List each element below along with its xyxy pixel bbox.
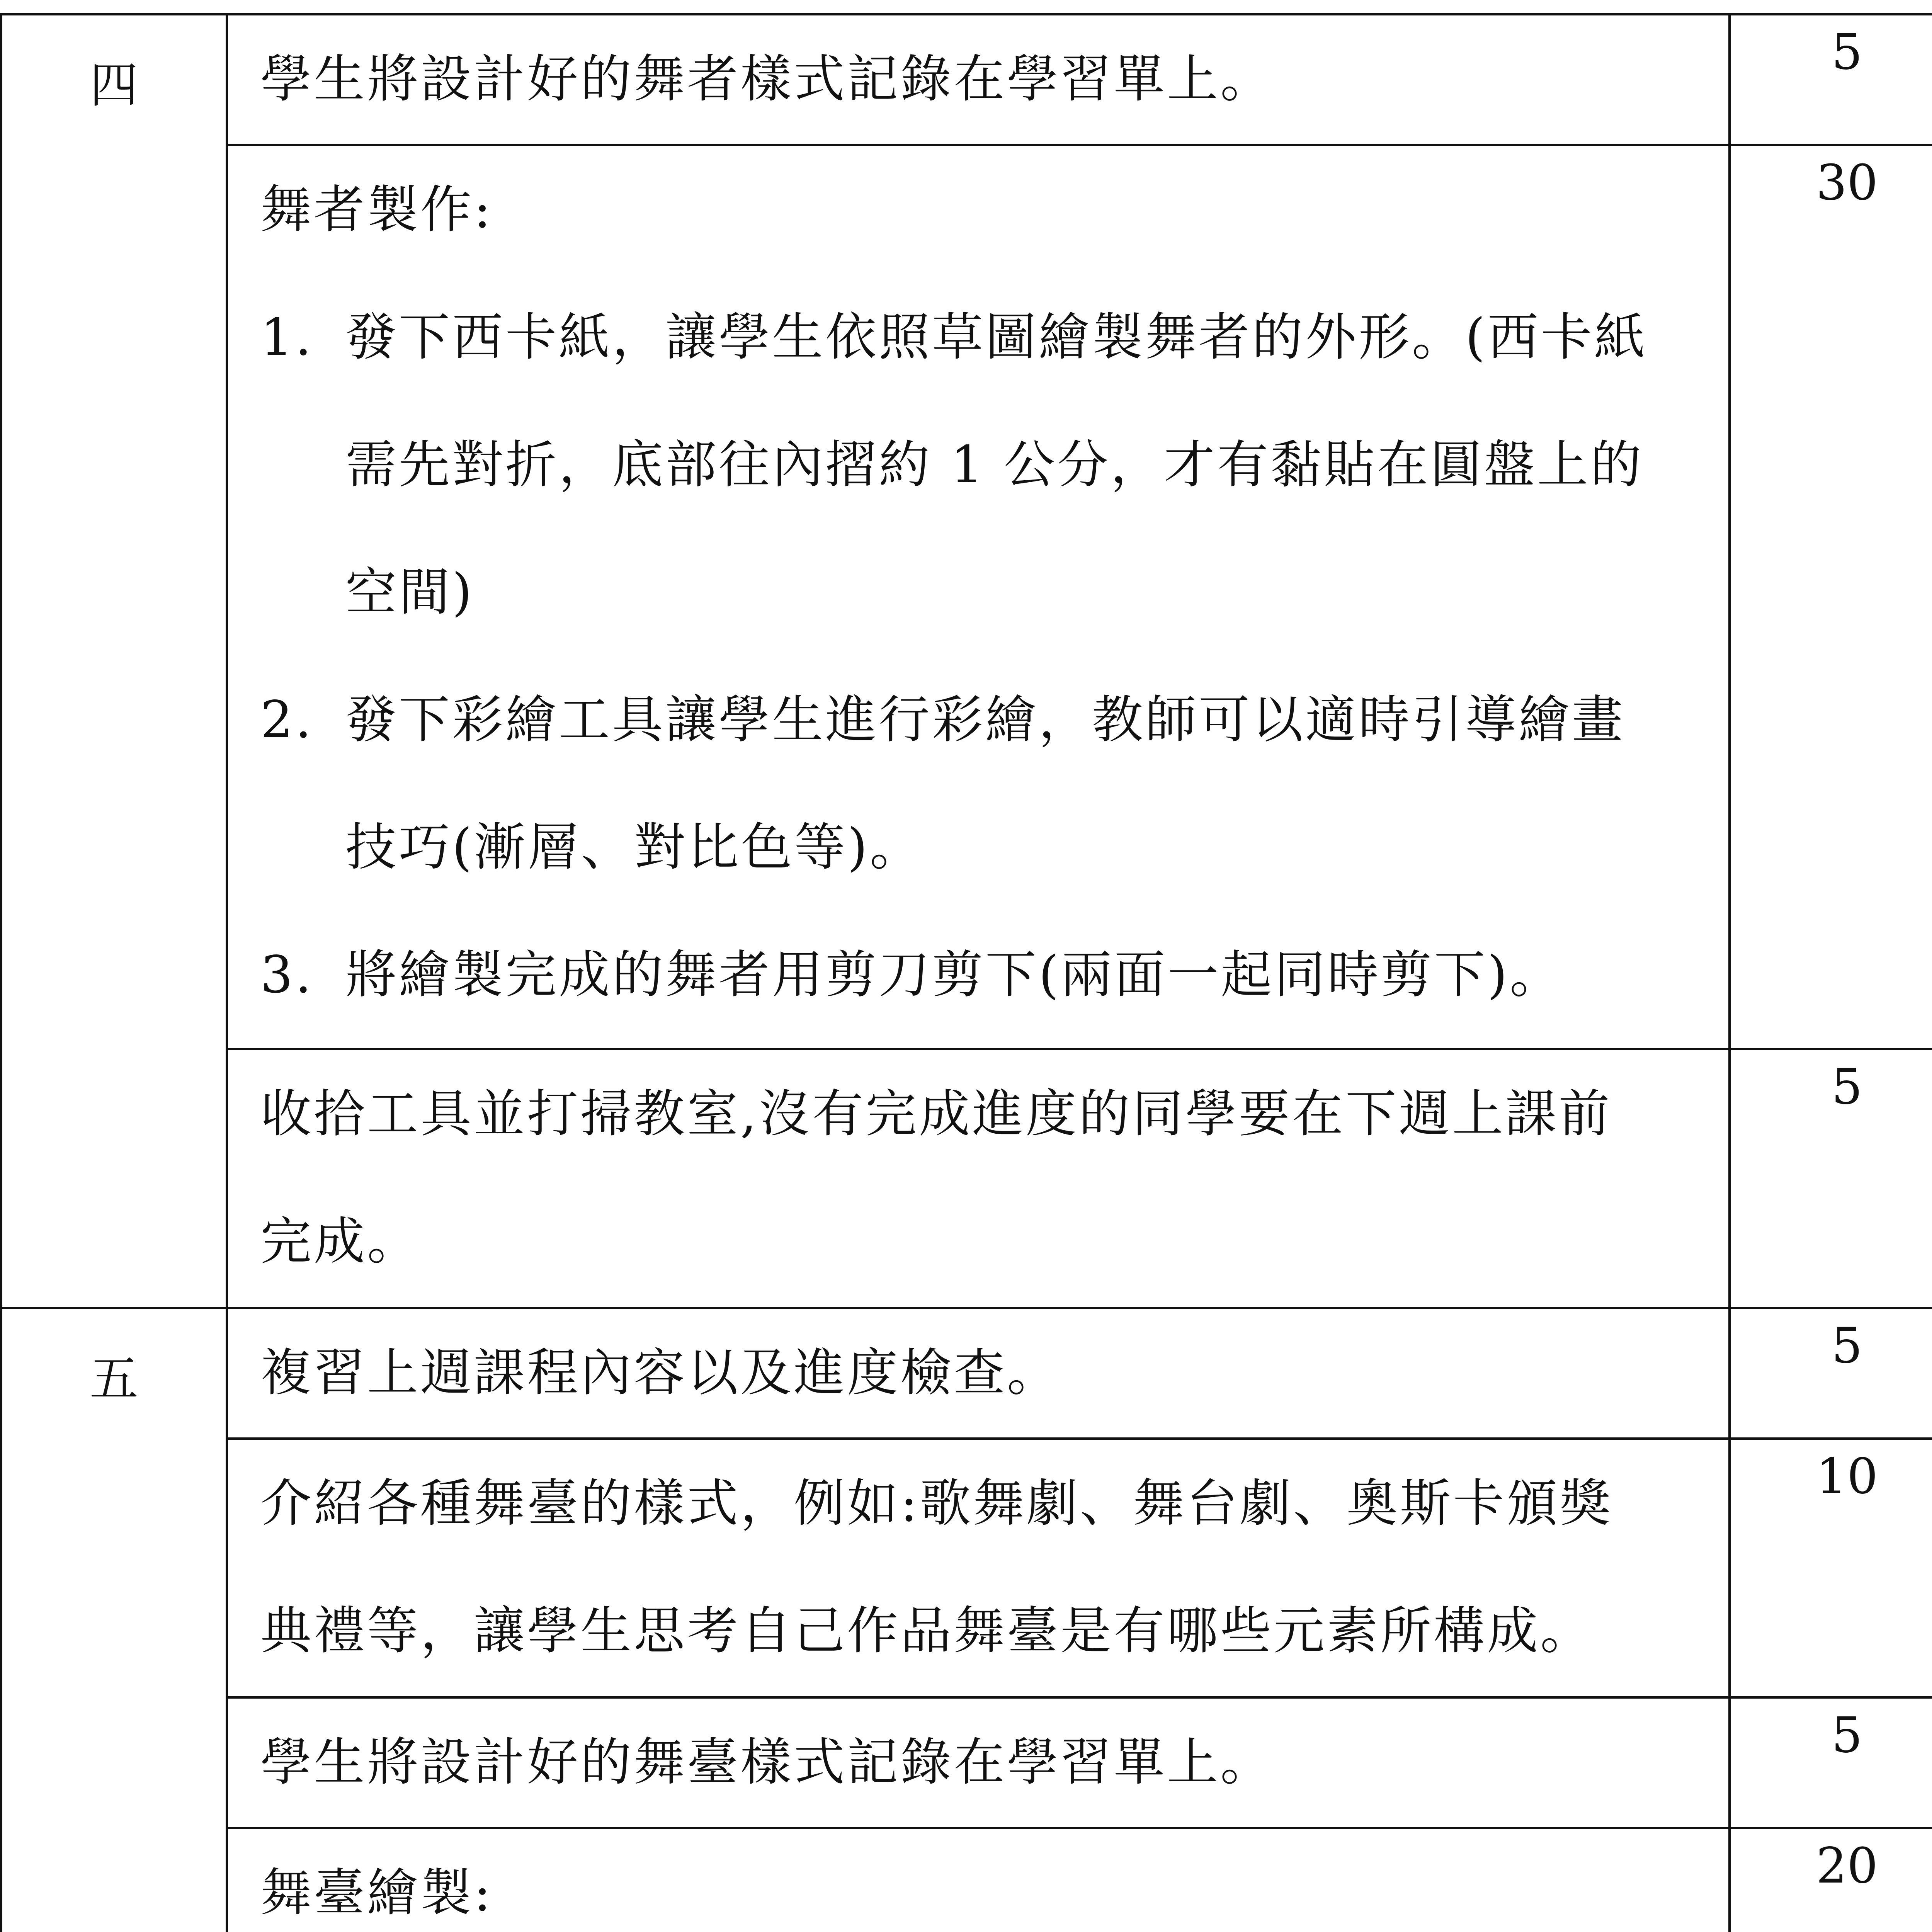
minutes-cell: 20 (1730, 1828, 1932, 1932)
activity-cell (227, 1439, 1730, 1697)
table-row (1, 145, 1932, 1049)
list-item-text: 將繪製完成的舞者用剪刀剪下(兩面一起同時剪下)。 (345, 945, 1563, 1005)
activity-text: 介紹各種舞臺的樣式，例如:歌舞劇、舞台劇、奧斯卡頒獎 (260, 1474, 1613, 1533)
list-item-text: 發下西卡紙，讓學生依照草圖繪製舞者的外形。(西卡紙 (345, 308, 1648, 367)
table-row (1, 1439, 1932, 1697)
activity-heading: 舞臺繪製: (260, 1863, 493, 1923)
table-row (1, 1308, 1932, 1439)
minutes-cell: 5 (1730, 1049, 1932, 1308)
table-row (1, 1049, 1932, 1308)
minutes-cell: 30 (1730, 145, 1932, 1049)
table-row (1, 1697, 1932, 1828)
activity-cell (227, 145, 1730, 1049)
minutes-cell: 5 (1730, 14, 1932, 145)
week-label: 五 (1, 1308, 227, 1932)
activity-cell (227, 1049, 1730, 1308)
list-number: 1. (260, 308, 314, 367)
list-item-continuation: 技巧(漸層、對比色等)。 (345, 818, 923, 877)
activity-cell (227, 14, 1730, 145)
list-number: 2. (260, 690, 314, 750)
activity-text: 學生將設計好的舞臺樣式記錄在學習單上。 (260, 1733, 1274, 1792)
activity-text: 收拾工具並打掃教室,沒有完成進度的同學要在下週上課前 (260, 1084, 1612, 1144)
list-item-text: 發下彩繪工具讓學生進行彩繪，教師可以適時引導繪畫 (345, 690, 1625, 750)
minutes-cell: 5 (1730, 1308, 1932, 1439)
table-row (1, 14, 1932, 145)
activity-cell (227, 1308, 1730, 1439)
activity-text: 複習上週課程內容以及進度檢查。 (260, 1343, 1060, 1403)
list-item (260, 911, 1713, 1039)
minutes-cell: 5 (1730, 1697, 1932, 1828)
list-item (260, 274, 1713, 401)
lesson-plan-table (0, 13, 1932, 1932)
week-label: 四 (1, 14, 227, 1308)
list-number: 3. (260, 945, 314, 1005)
list-item (260, 656, 1713, 784)
activity-cell (227, 1697, 1730, 1828)
list-item-continuation: 空間) (345, 563, 474, 622)
minutes-cell: 10 (1730, 1439, 1932, 1697)
activity-text: 典禮等，讓學生思考自己作品舞臺是有哪些元素所構成。 (260, 1601, 1594, 1661)
activity-text: 學生將設計好的舞者樣式記錄在學習單上。 (260, 49, 1274, 109)
list-item-continuation: 需先對折，底部往內摺約 1 公分，才有黏貼在圓盤上的 (345, 435, 1644, 495)
activity-heading: 舞者製作: (260, 180, 493, 240)
table-row (1, 1828, 1932, 1932)
activity-cell (227, 1828, 1730, 1932)
activity-text: 完成。 (260, 1212, 420, 1271)
